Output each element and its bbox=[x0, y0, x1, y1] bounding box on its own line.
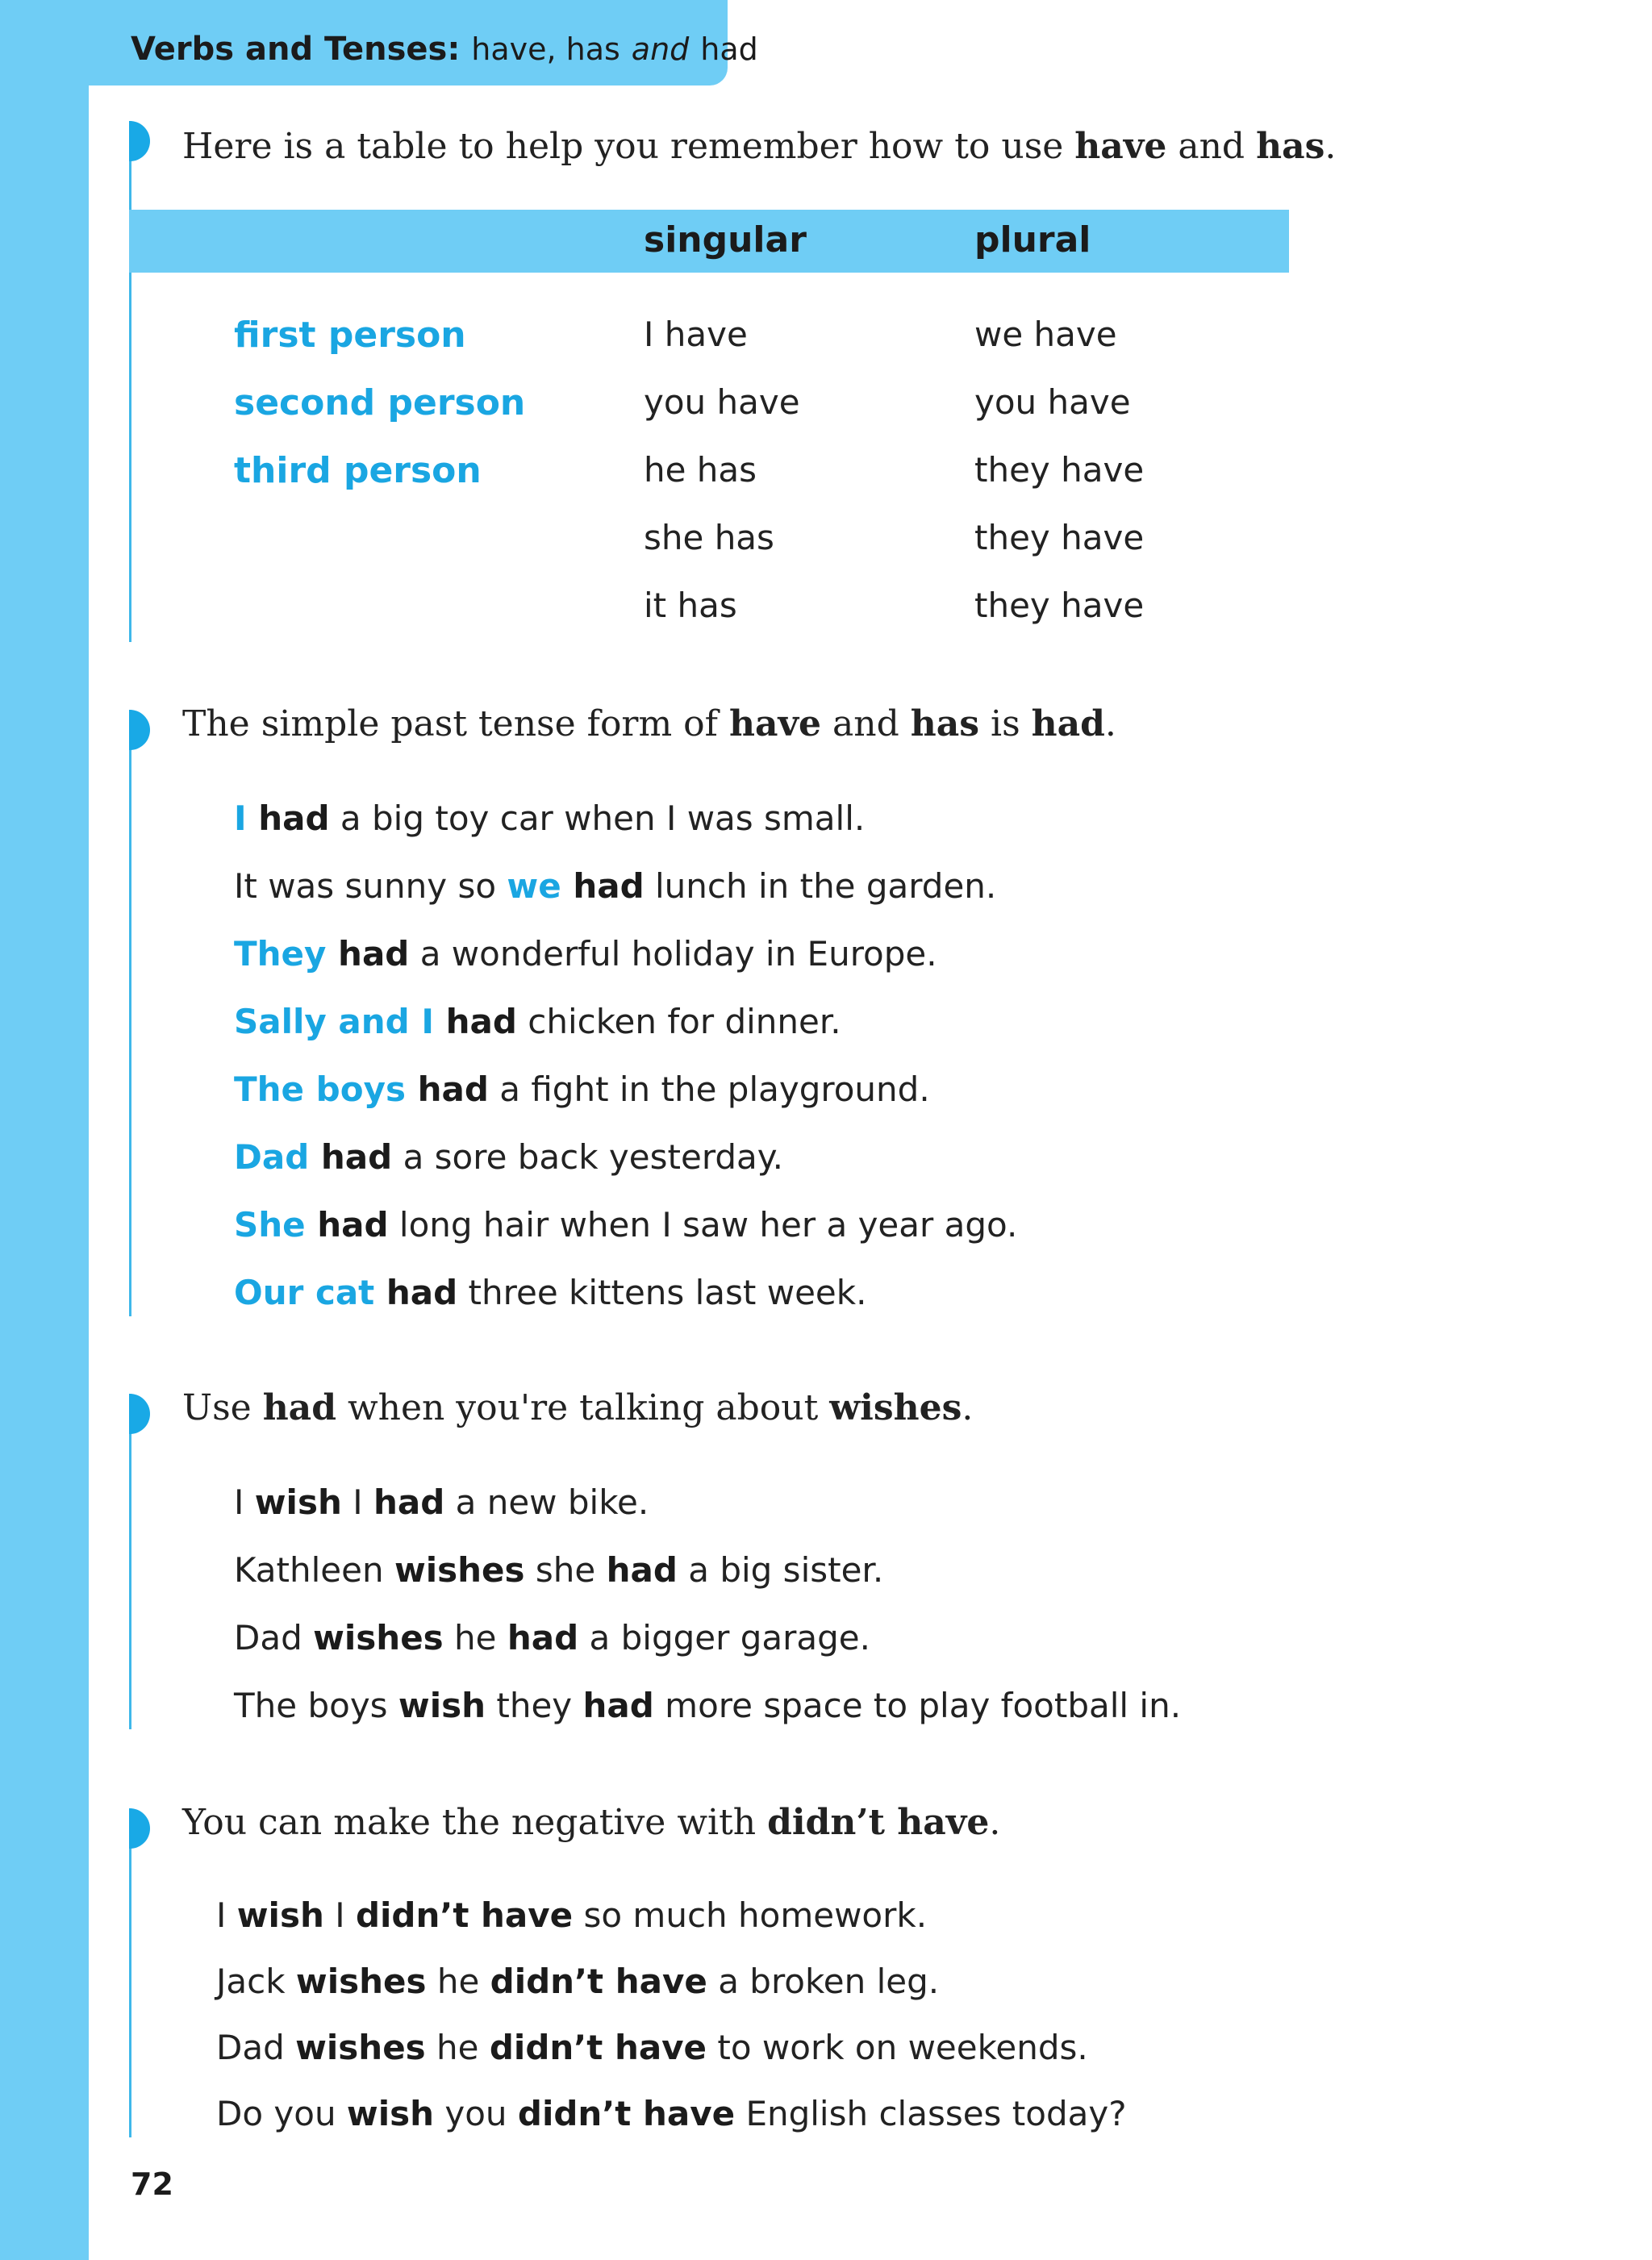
example-sentence: It was sunny so we had lunch in the garden. bbox=[234, 866, 997, 906]
table-cell-singular: he has bbox=[644, 450, 757, 490]
table-header-singular: singular bbox=[644, 219, 807, 261]
section-rule bbox=[129, 1808, 131, 2137]
example-sentence: I had a big toy car when I was small. bbox=[234, 799, 866, 838]
table-cell-singular: I have bbox=[644, 315, 748, 354]
row-label-third-person: third person bbox=[234, 450, 482, 491]
table-header-plural: plural bbox=[974, 219, 1091, 261]
example-sentence: I wish I had a new bike. bbox=[234, 1482, 649, 1522]
table-cell-plural: we have bbox=[974, 315, 1117, 354]
section-marker-icon bbox=[129, 1394, 150, 1434]
header-title-main: Verbs and Tenses: bbox=[131, 31, 461, 68]
page-header-title bbox=[131, 31, 758, 68]
left-color-band bbox=[0, 0, 89, 2260]
page-number: 72 bbox=[131, 2166, 173, 2202]
example-sentence: Dad had a sore back yesterday. bbox=[234, 1137, 783, 1177]
table-cell-plural: they have bbox=[974, 518, 1145, 557]
section1-intro: Here is a table to help you remember how to use have and has. bbox=[182, 126, 1337, 167]
section4-intro: You can make the negative with didn’t have. bbox=[182, 1802, 1001, 1843]
header-verbs: have, has bbox=[471, 31, 620, 67]
table-cell-singular: you have bbox=[644, 382, 800, 422]
row-label-second-person: second person bbox=[234, 382, 526, 423]
example-sentence: The boys had a fight in the playground. bbox=[234, 1070, 930, 1109]
table-cell-plural: you have bbox=[974, 382, 1131, 422]
section-rule bbox=[129, 710, 131, 1316]
table-cell-singular: she has bbox=[644, 518, 774, 557]
example-sentence: Dad wishes he had a bigger garage. bbox=[234, 1618, 870, 1657]
example-sentence: She had long hair when I saw her a year ago. bbox=[234, 1205, 1018, 1245]
example-sentence: Kathleen wishes she had a big sister. bbox=[234, 1550, 884, 1590]
example-sentence: Dad wishes he didn’t have to work on weekends. bbox=[216, 2028, 1088, 2067]
section-marker-icon bbox=[129, 121, 150, 161]
example-sentence: Do you wish you didn’t have English classes today? bbox=[216, 2094, 1127, 2133]
example-sentence: Jack wishes he didn’t have a broken leg. bbox=[216, 1962, 940, 2001]
example-sentence: Sally and I had chicken for dinner. bbox=[234, 1002, 841, 1041]
example-sentence: The boys wish they had more space to play football in. bbox=[234, 1686, 1182, 1725]
header-and: and bbox=[631, 31, 690, 67]
section-rule bbox=[129, 121, 131, 642]
section-marker-icon bbox=[129, 1808, 150, 1849]
table-cell-plural: they have bbox=[974, 450, 1145, 490]
example-sentence: Our cat had three kittens last week. bbox=[234, 1273, 867, 1312]
example-sentence: They had a wonderful holiday in Europe. bbox=[234, 934, 937, 974]
header-had: had bbox=[700, 31, 758, 67]
example-sentence: I wish I didn’t have so much homework. bbox=[216, 1895, 928, 1935]
table-cell-singular: it has bbox=[644, 586, 737, 625]
section-rule bbox=[129, 1394, 131, 1729]
section3-intro: Use had when you're talking about wishes. bbox=[182, 1387, 974, 1428]
row-label-first-person: first person bbox=[234, 315, 466, 356]
table-cell-plural: they have bbox=[974, 586, 1145, 625]
section-marker-icon bbox=[129, 710, 150, 750]
section2-intro: The simple past tense form of have and has is had. bbox=[182, 703, 1116, 744]
